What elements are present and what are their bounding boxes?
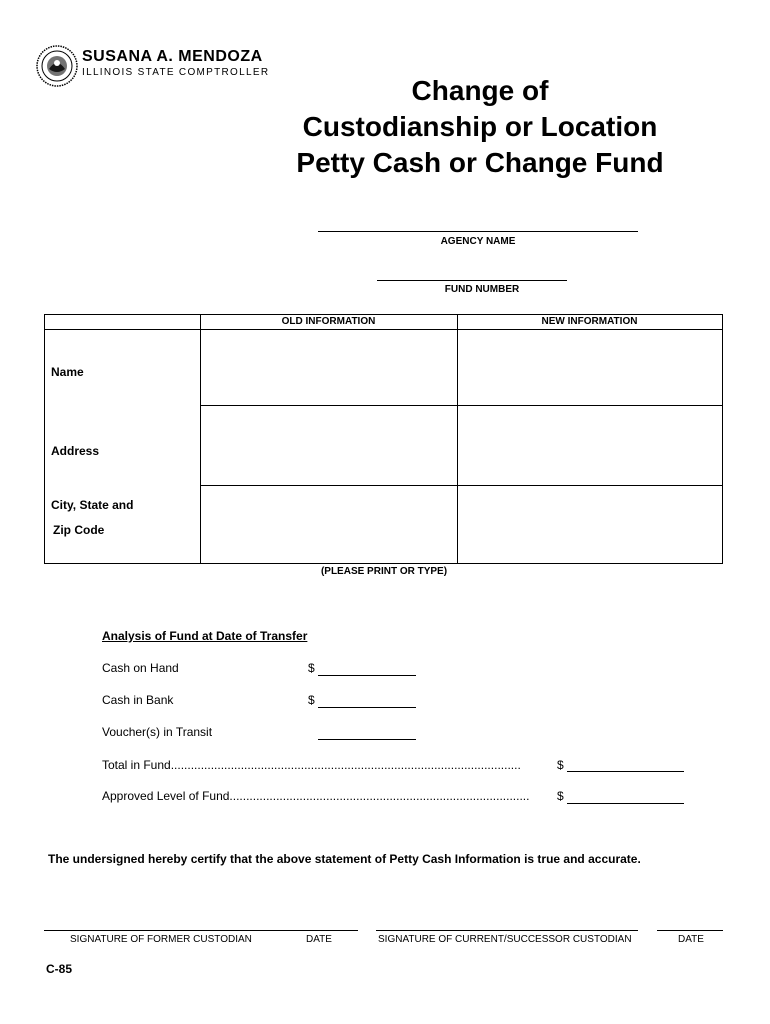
cash-in-bank-label: Cash in Bank bbox=[102, 693, 174, 707]
total-in-fund-dollar: $ bbox=[557, 758, 564, 772]
new-address-field[interactable] bbox=[459, 407, 721, 484]
vouchers-in-transit-label: Voucher(s) in Transit bbox=[102, 725, 213, 739]
brand-subtitle: ILLINOIS STATE COMPTROLLER bbox=[82, 67, 270, 78]
city-state-label: City, State and bbox=[51, 498, 134, 512]
form-code: C-85 bbox=[46, 962, 73, 976]
fund-number-line bbox=[377, 280, 567, 281]
former-custodian-signature-field[interactable] bbox=[44, 912, 358, 930]
cash-in-bank-field[interactable] bbox=[318, 692, 416, 706]
zip-code-label: Zip Code bbox=[53, 523, 105, 537]
approved-level-label: Approved Level of Fund.......................................................................................... bbox=[102, 789, 530, 803]
old-address-field[interactable] bbox=[202, 407, 455, 484]
cash-on-hand-dollar: $ bbox=[308, 661, 315, 675]
fund-number-label: FUND NUMBER bbox=[444, 284, 520, 295]
form-title-line-3: Petty Cash or Change Fund bbox=[296, 147, 664, 178]
former-custodian-signature-label: SIGNATURE OF FORMER CUSTODIAN bbox=[70, 934, 252, 945]
form-title-line-1: Change of bbox=[411, 75, 549, 106]
state-seal-icon bbox=[36, 45, 78, 87]
analysis-heading: Analysis of Fund at Date of Transfer bbox=[102, 629, 308, 643]
current-date-field[interactable] bbox=[657, 912, 723, 930]
name-label: Name bbox=[51, 365, 84, 379]
fund-number-field[interactable] bbox=[377, 263, 567, 279]
old-information-header: OLD INFORMATION bbox=[281, 316, 376, 327]
certification-statement: The undersigned hereby certify that the above statement of Petty Cash Information is true and accurate. bbox=[48, 852, 641, 866]
brand-name: SUSANA A. MENDOZA bbox=[82, 48, 263, 65]
total-in-fund-label: Total in Fund......................................................................................................... bbox=[102, 758, 521, 772]
former-date-label: DATE bbox=[306, 934, 332, 945]
new-name-field[interactable] bbox=[459, 331, 721, 404]
form-title-line-2: Custodianship or Location bbox=[302, 111, 658, 142]
current-custodian-signature-field[interactable] bbox=[376, 912, 638, 930]
agency-name-field[interactable] bbox=[318, 214, 638, 230]
new-city-state-zip-field[interactable] bbox=[459, 487, 721, 563]
agency-name-line bbox=[318, 231, 638, 232]
new-information-header: NEW INFORMATION bbox=[541, 316, 638, 327]
agency-name-label: AGENCY NAME bbox=[440, 236, 516, 247]
old-city-state-zip-field[interactable] bbox=[202, 487, 455, 563]
vouchers-in-transit-field[interactable] bbox=[318, 724, 416, 738]
current-date-label: DATE bbox=[678, 934, 704, 945]
approved-level-dollar: $ bbox=[557, 789, 564, 803]
current-custodian-signature-label: SIGNATURE OF CURRENT/SUCCESSOR CUSTODIAN bbox=[378, 934, 632, 945]
address-label: Address bbox=[51, 444, 100, 458]
total-in-fund-field[interactable] bbox=[567, 757, 684, 771]
print-or-type-note: (PLEASE PRINT OR TYPE) bbox=[320, 566, 448, 577]
cash-in-bank-dollar: $ bbox=[308, 693, 315, 707]
cash-on-hand-field[interactable] bbox=[318, 660, 416, 674]
old-name-field[interactable] bbox=[202, 331, 455, 404]
approved-level-field[interactable] bbox=[567, 788, 684, 802]
cash-on-hand-label: Cash on Hand bbox=[102, 661, 179, 675]
custodian-info-table bbox=[44, 314, 723, 564]
